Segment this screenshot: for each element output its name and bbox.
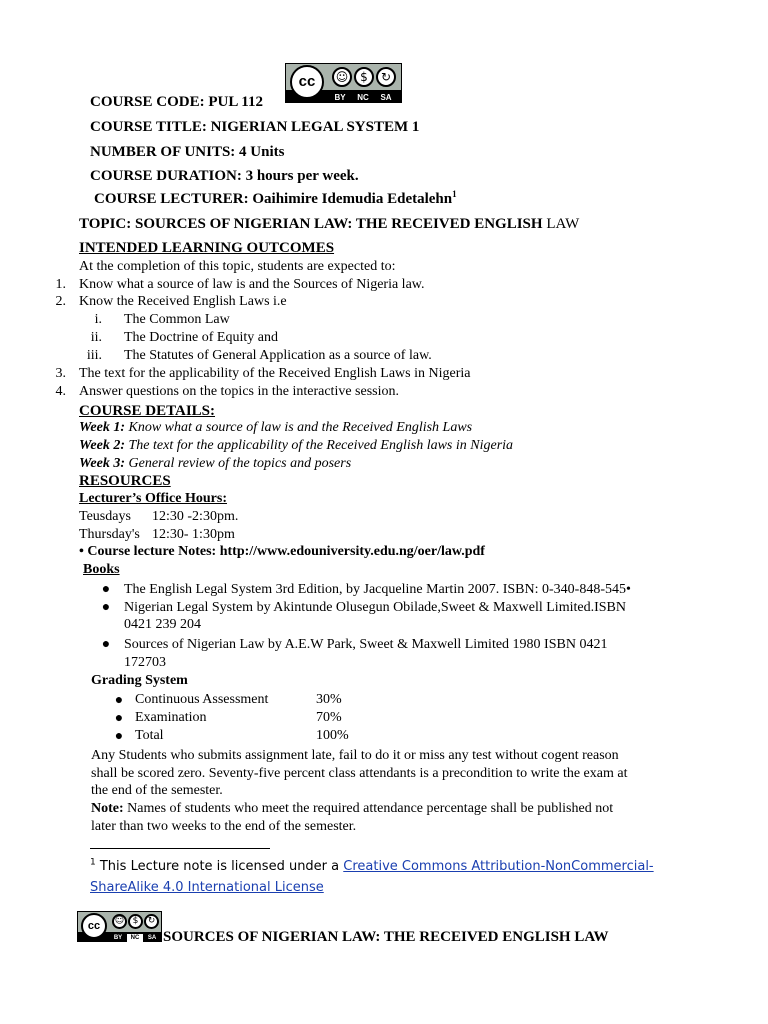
bullet-icon: ● [101, 600, 111, 615]
grading-policy-line: Any Students who submits assignment late, fail to do it or miss any test without cogent reason [91, 748, 619, 763]
by-label: BY [113, 935, 123, 941]
topic-heading: TOPIC: SOURCES OF NIGERIAN LAW: THE RECEIVED ENGLISH LAW [79, 216, 580, 232]
list-text: The Statutes of General Application as a source of law. [124, 348, 432, 363]
list-text: The text for the applicability of the Received English Laws in Nigeria [79, 366, 471, 381]
list-text: The Doctrine of Equity and [124, 330, 278, 345]
bullet-icon: ● [114, 693, 124, 708]
office-time: 12:30 -2:30pm. [152, 509, 239, 524]
license-link-cont[interactable]: ShareAlike 4.0 International License [90, 880, 324, 895]
list-roman: ii. [90, 330, 102, 345]
bullet-icon: ● [101, 582, 111, 597]
note-line: Note: Names of students who meet the required attendance percentage shall be published not [91, 801, 614, 816]
list-number: 4. [55, 384, 66, 399]
week-item: Week 2: The text for the applicability of the Received English laws in Nigeria [79, 438, 514, 453]
book-text: The English Legal System 3rd Edition, by Jacqueline Martin 2007. ISBN: 0-340-848-545• [124, 582, 631, 597]
course-duration: COURSE DURATION: 3 hours per week. [90, 168, 359, 184]
course-details-heading: COURSE DETAILS: [79, 403, 216, 419]
footer-title: SOURCES OF NIGERIAN LAW: THE RECEIVED ENGLISH LAW [163, 929, 609, 945]
sa-share-icon: ↻ [144, 914, 159, 929]
grading-heading: Grading System [91, 673, 188, 688]
sa-share-icon: ↻ [376, 67, 396, 87]
nc-label: NC [127, 934, 143, 942]
list-roman: iii. [86, 348, 102, 363]
book-text-cont: 0421 239 204 [124, 617, 201, 632]
footnote-ref: 1 [452, 189, 457, 199]
nc-label: NC [357, 93, 369, 102]
cc-license-badge-footer [77, 911, 162, 942]
cc-icon: cc [81, 913, 107, 939]
bullet-icon: ● [114, 711, 124, 726]
grading-label: Continuous Assessment [135, 692, 269, 707]
week-item: Week 3: General review of the topics and posers [79, 456, 352, 471]
list-number: 1. [55, 277, 66, 292]
office-day: Thursday's [79, 527, 140, 542]
list-number: 3. [55, 366, 66, 381]
grading-value: 30% [316, 692, 342, 707]
list-text: The Common Law [124, 312, 230, 327]
office-hours-heading: Lecturer’s Office Hours: [79, 491, 227, 506]
office-time: 12:30- 1:30pm [152, 527, 235, 542]
week-item: Week 1: Know what a source of law is and the Received English Laws [79, 420, 473, 435]
cc-license-badge [285, 63, 402, 103]
lecture-notes-link[interactable]: • Course lecture Notes: http://www.edouniversity.edu.ng/oer/law.pdf [79, 544, 485, 559]
outcomes-heading: INTENDED LEARNING OUTCOMES [79, 240, 335, 256]
grading-label: Examination [135, 710, 207, 725]
course-lecturer: COURSE LECTURER: Oaihimire Idemudia Edetalehn$^1$ [94, 189, 457, 207]
sa-label: SA [380, 93, 392, 102]
by-person-icon: ☺ [112, 914, 127, 929]
list-text: Answer questions on the topics in the interactive session. [79, 384, 399, 399]
bullet-icon: ● [101, 637, 111, 652]
office-day: Teusdays [79, 509, 131, 524]
sa-label: SA [147, 935, 157, 941]
grading-value: 70% [316, 710, 342, 725]
outcomes-intro: At the completion of this topic, students are expected to: [79, 259, 396, 274]
list-number: 2. [55, 294, 66, 309]
number-of-units: NUMBER OF UNITS: 4 Units [90, 144, 285, 160]
nc-dollar-icon: $ [354, 67, 374, 87]
list-text: Know what a source of law is and the Sources of Nigeria law. [79, 277, 425, 292]
by-label: BY [334, 93, 346, 102]
list-text: Know the Received English Laws i.e [79, 294, 287, 309]
grading-value: 100% [316, 728, 349, 743]
cc-icon: cc [290, 65, 324, 99]
resources-heading: RESOURCES [79, 473, 171, 489]
grading-label: Total [135, 728, 164, 743]
course-code: COURSE CODE: PUL 112 [90, 94, 263, 110]
books-heading: Books [83, 562, 120, 577]
nc-dollar-icon: $ [128, 914, 143, 929]
bullet-icon: ● [114, 729, 124, 744]
note-line-cont: later than two weeks to the end of the semester. [91, 819, 357, 834]
footnote: $^1$ This Lecture note is licensed under a Creative Commons Attribution-NonCommercial- [90, 857, 654, 874]
book-text-cont: 172703 [124, 655, 166, 670]
footnote-separator [90, 848, 270, 849]
course-title: COURSE TITLE: NIGERIAN LEGAL SYSTEM 1 [90, 119, 420, 135]
grading-policy-line: the end of the semester. [91, 783, 223, 798]
book-text: Nigerian Legal System by Akintunde Olusegun Obilade,Sweet & Maxwell Limited.ISBN [124, 600, 626, 615]
book-text: Sources of Nigerian Law by A.E.W Park, Sweet & Maxwell Limited 1980 ISBN 0421 [124, 637, 608, 652]
grading-policy-line: shall be scored zero. Seventy-five percent class attendants is a precondition to write the exam at [91, 766, 628, 781]
license-link[interactable]: Creative Commons Attribution-NonCommercial- [343, 859, 654, 874]
list-roman: i. [94, 312, 102, 327]
by-person-icon: ☺ [332, 67, 352, 87]
